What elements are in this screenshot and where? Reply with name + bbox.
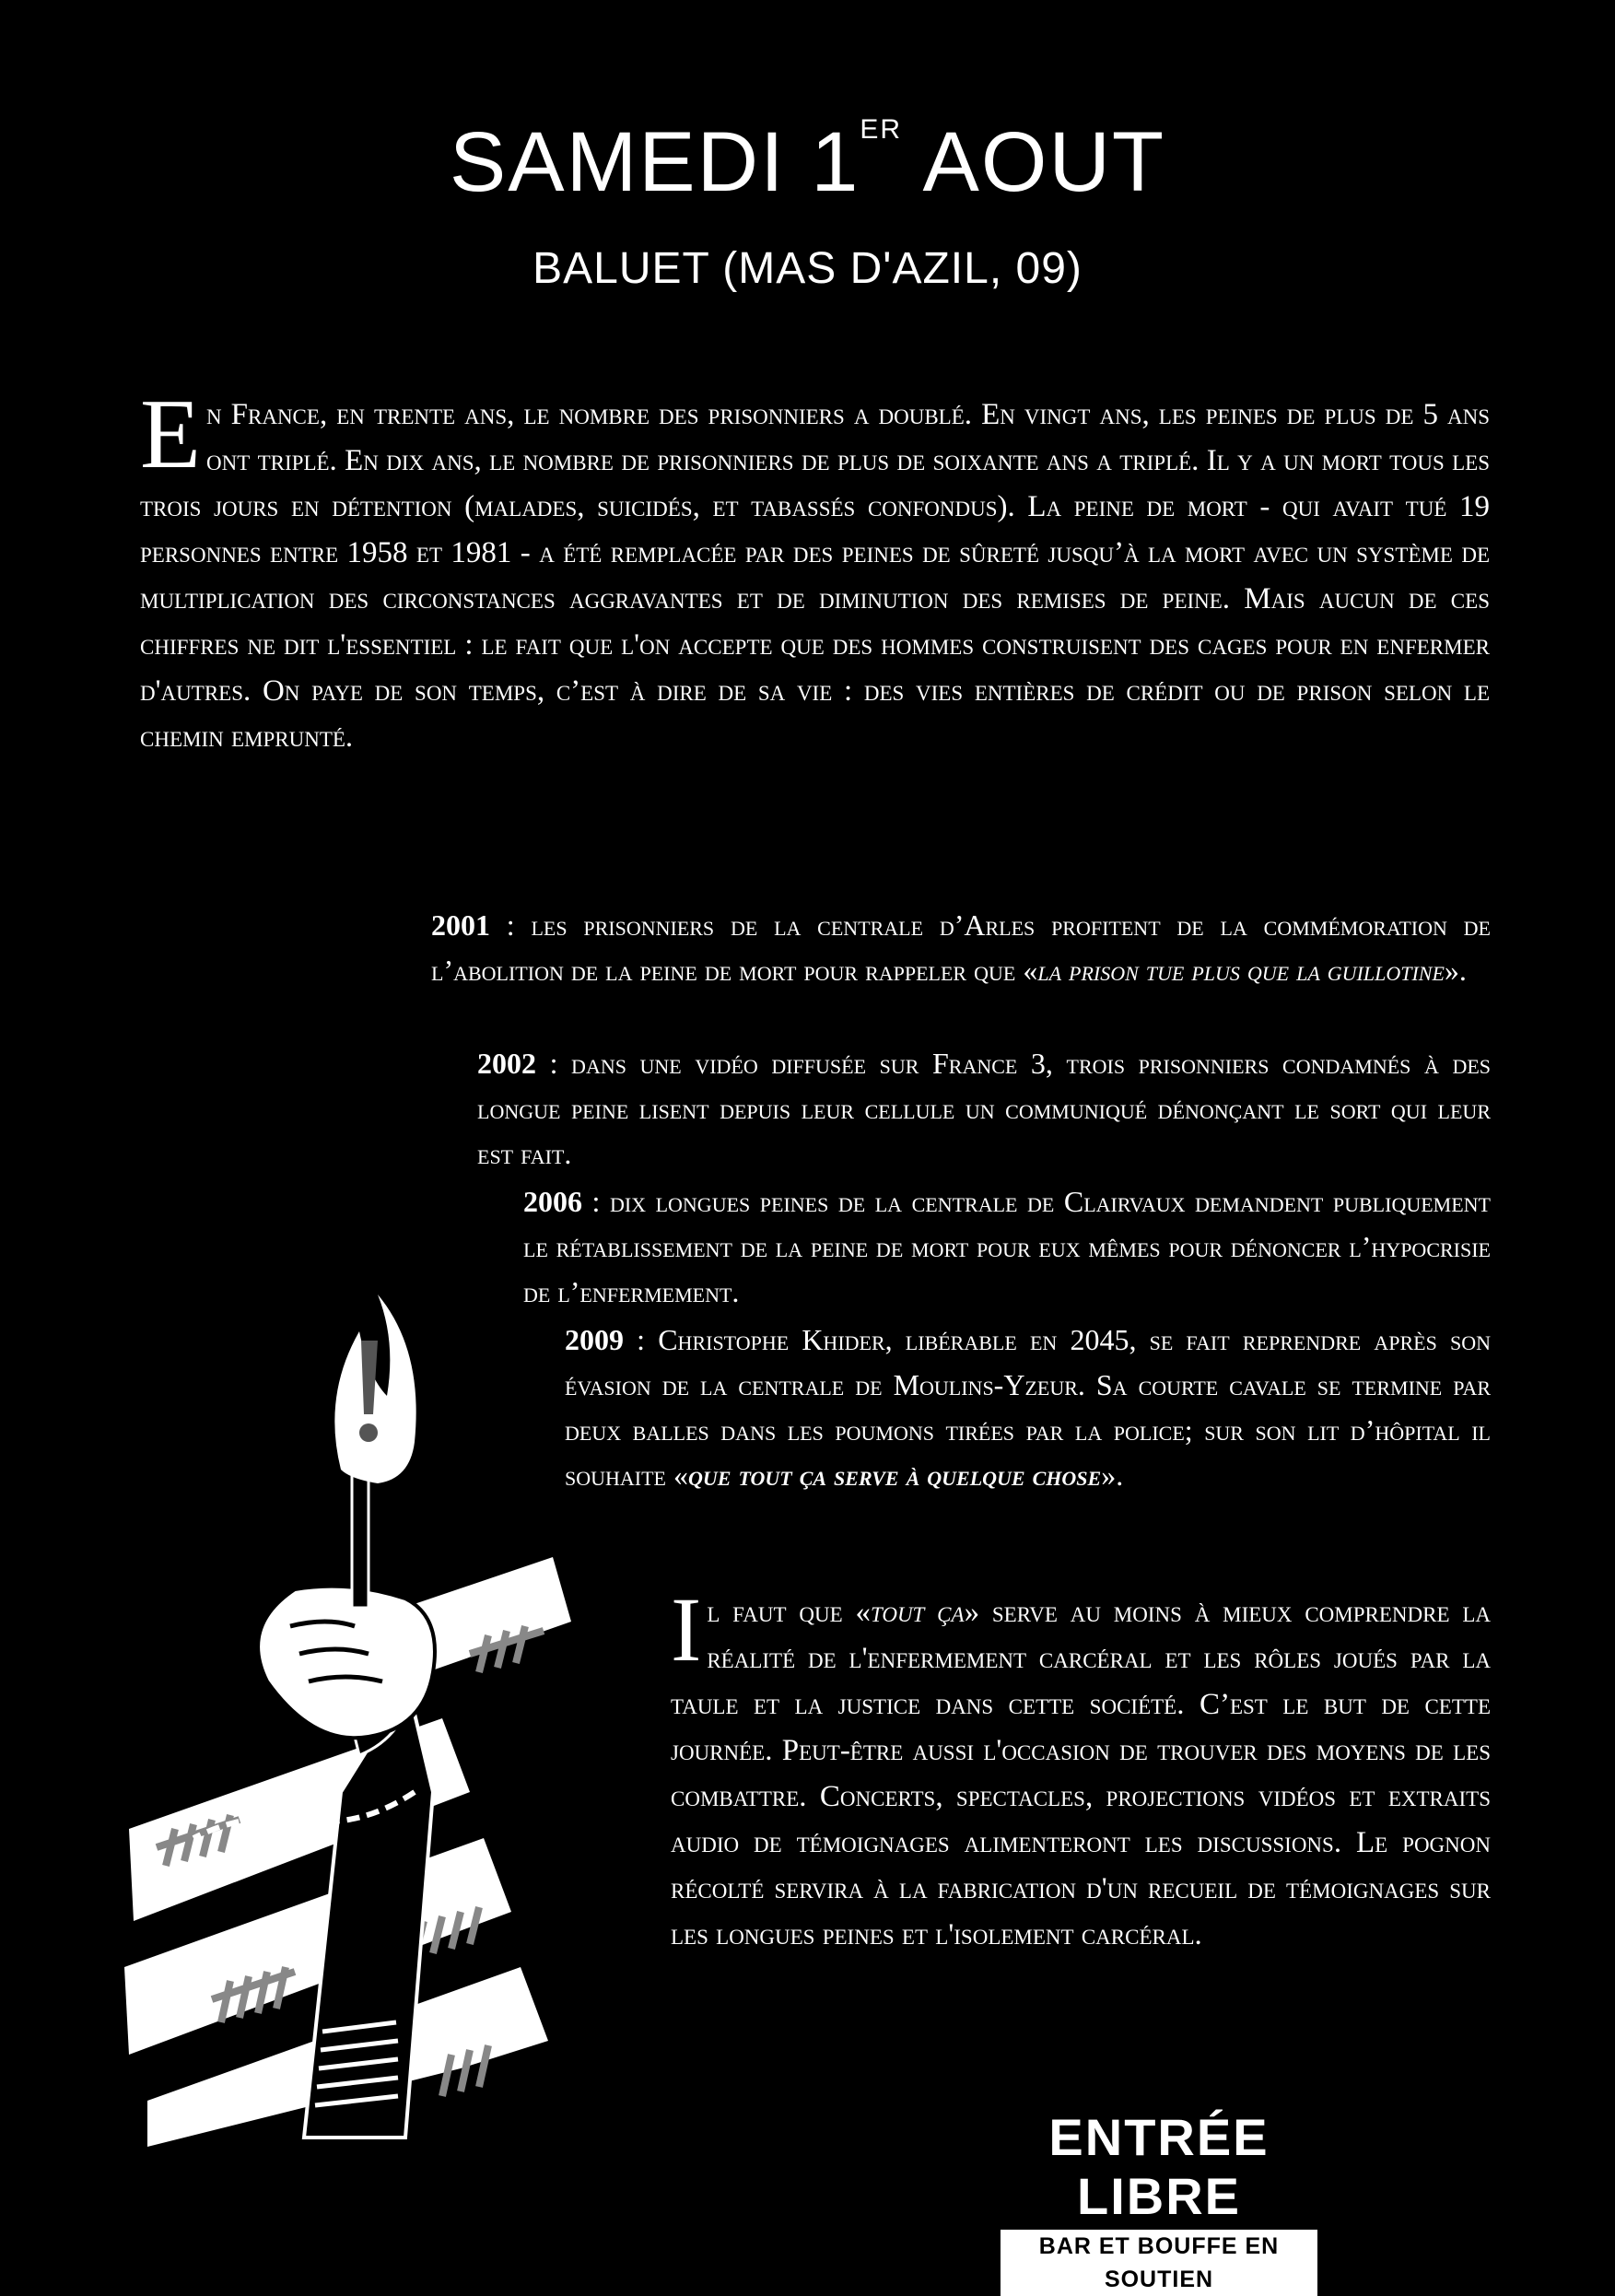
outro-paragraph [671, 1578, 1492, 1958]
timeline-year: 2009 [565, 1323, 624, 1356]
title-month: AOUT [922, 115, 1166, 209]
title-day: SAMEDI 1 [449, 115, 860, 209]
intro-dropcap: E [140, 380, 201, 489]
timeline-text: : dans une vidéo diffusée sur France 3, trois prisonniers condamnés à des longue peine lisent depuis leur cellule un communiqué dénonçant le sort qui leur est fait. [477, 1047, 1491, 1170]
timeline-after: ». [1101, 1458, 1124, 1492]
timeline-quote: la prison tue plus que la guillotine [1037, 954, 1445, 987]
outro-quote: tout ça [870, 1596, 965, 1629]
badge-main: ENTRÉE LIBRE [1048, 2108, 1270, 2225]
title-block [0, 114, 1615, 294]
timeline-entry-2001 [431, 903, 1491, 993]
badge-sub: BAR ET BOUFFE EN SOUTIEN [1001, 2230, 1317, 2296]
timeline-quote: que tout ça serve à quelque chose [688, 1458, 1102, 1492]
location-subtitle: BALUET (MAS D'AZIL, 09) [532, 244, 1083, 293]
title-sup: ER [860, 114, 903, 145]
timeline-after: ». [1444, 954, 1467, 987]
timeline-text: : les prisonniers de la centrale d’Arles profitent de la commémoration de l’abolition de la peine de mort pour rappeler que « [431, 908, 1491, 987]
intro-text: n France, en trente ans, le nombre des prisonniers a doublé. En vingt ans, les peines de plus de 5 ans ont triplé. En dix ans, le nombre de prisonniers de plus de soixante ans a triplé. Il y a un mort tous les trois jours en détention (malades, suicidés, et tabassés confondus). La peine de mort - qui avait tué 19 personnes entre 1958 et 1981 - a été remplacée par des peines de sûreté jusqu’à la mort avec un système de multiplication des circonstances aggravantes et de diminution des remises de peine. Mais aucun de ces chiffres ne dit l'essentiel : le fait que l'on accepte que des hommes construisent des cages pour en enfermer d'autres. On paye de son temps, c’est à dire de sa vie : des vies entières de crédit ou de prison selon le chemin emprunté. [140, 398, 1490, 754]
timeline-text: : Christophe Khider, libérable en 2045, se fait reprendre après son évasion de la centrale de Moulins-Yzeur. Sa courte cavale se termine par deux balles dans les poumons tirées par la police; sur son lit d’hôpital il souhaite « [565, 1323, 1491, 1492]
timeline-year: 2006 [523, 1185, 582, 1218]
match-flame [334, 1294, 415, 1608]
timeline-year: 2002 [477, 1047, 536, 1080]
outro-dropcap: I [671, 1578, 702, 1681]
intro-paragraph [140, 380, 1490, 760]
timeline-text: : dix longues peines de la centrale de Clairvaux demandent publiquement le rétablissement de la peine de mort pour eux mêmes pour dénoncer l’hypocrisie de l’enfermement. [523, 1185, 1491, 1308]
timeline-year: 2001 [431, 908, 490, 942]
outro-pre: l faut que « [707, 1596, 871, 1629]
timeline-entry-2002 [477, 1041, 1491, 1177]
raised-fist-match-icon [111, 1239, 719, 2147]
page-title [0, 114, 1615, 209]
outro-text: » serve au moins à mieux comprendre la réalité de l'enfermement carcéral et les rôles joués par la taule et la justice dans cette société. C’est le but de cette journée. Peut-être aussi l'occasion de trouver des moyens de les combattre. Concerts, spectacles, projections vidéos et extraits audio de témoignages alimenteront les discussions. Le pognon récolté servira à la fabrication d'un recueil de témoignages sur les longues peines et l'isolement carcéral. [671, 1596, 1492, 1951]
entry-badge [1001, 2108, 1317, 2296]
